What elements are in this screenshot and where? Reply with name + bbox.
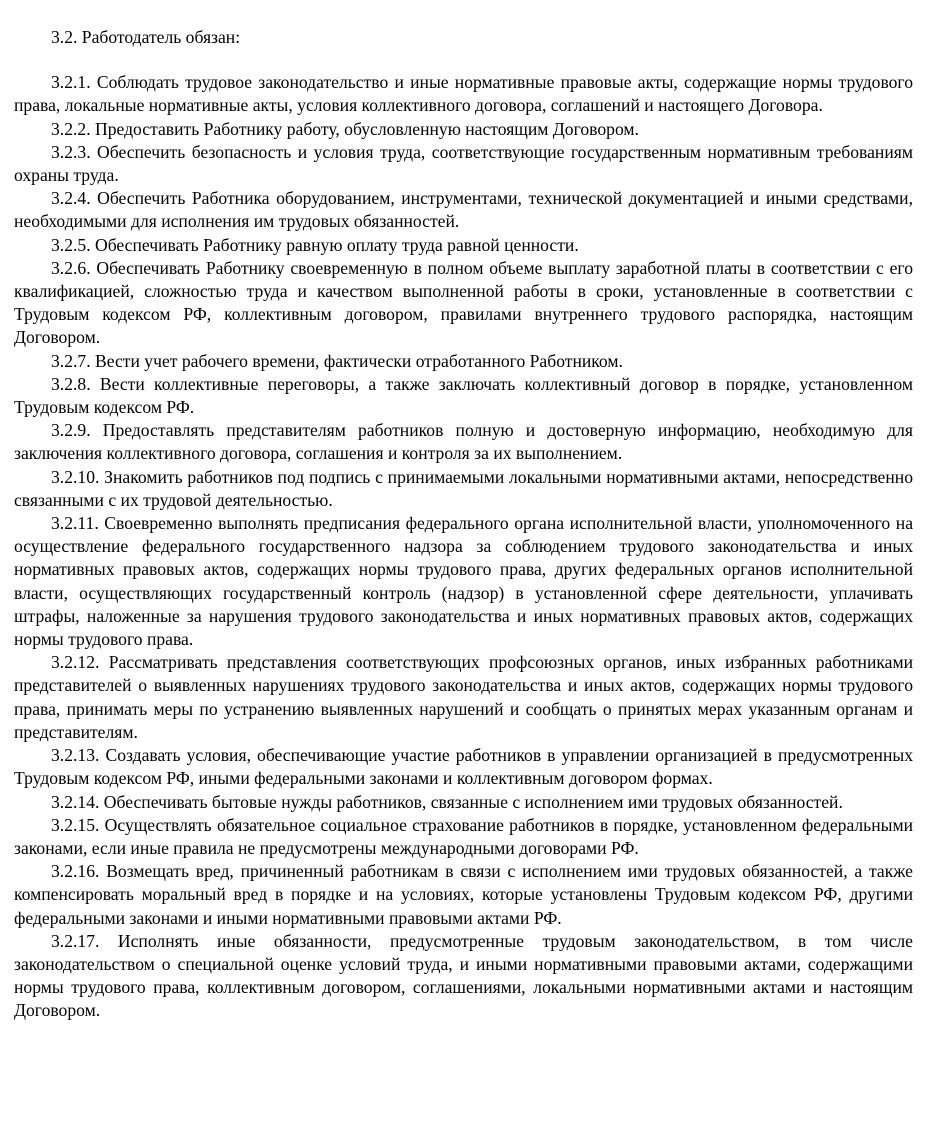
clause-text: Рассматривать представления соответствующих профсоюзных органов, иных избранных работниками представителей о выявленных нарушениях трудового законодательства и иных актов, содержащих нормы трудового права, принимать меры по устранению выявленных нарушений и сообщать о принятых мерах указанным органам и представителям.	[14, 652, 913, 742]
clause-3-2-7	[14, 350, 913, 373]
clause-3-2-9	[14, 419, 913, 465]
clause-number: 3.2.10.	[51, 466, 100, 487]
clause-text: Исполнять иные обязанности, предусмотренные трудовым законодательством, в том числе законодательством о специальной оценке условий труда, и иными нормативными правовыми актами, содержащими нормы трудового права, коллективным договором, соглашениями, локальными нормативными актами и настоящим Договором.	[14, 930, 913, 1021]
clause-number: 3.2.12.	[51, 652, 100, 673]
clause-number: 3.2.14.	[51, 791, 100, 812]
clause-3-2-2	[14, 118, 913, 141]
clause-3-2-17	[14, 930, 913, 1023]
clause-number: 3.2.16.	[51, 861, 100, 882]
clause-text: Обеспечивать Работнику равную оплату труда равной ценности.	[95, 234, 579, 255]
clause-3-2-1	[14, 71, 913, 117]
clause-3-2-8	[14, 373, 913, 419]
clause-3-2-14	[14, 791, 913, 814]
clause-text: Обеспечить безопасность и условия труда, соответствующие государственным нормативным требованиям охраны труда.	[14, 141, 913, 186]
clause-text: Осуществлять обязательное социальное страхование работников в порядке, установленном федеральными законами, если иные правила не предусмотрены международными договорами РФ.	[14, 814, 913, 858]
clause-number: 3.2.5.	[51, 234, 91, 255]
clause-number: 3.2.2.	[51, 118, 91, 139]
clause-3-2-3	[14, 141, 913, 187]
clause-text: Предоставлять представителям работников полную и достоверную информацию, необходимую для заключения коллективного договора, соглашения и контроля за их выполнением.	[14, 420, 913, 464]
section-heading: 3.2. Работодатель обязан:	[51, 27, 241, 47]
clause-number: 3.2.3.	[51, 141, 91, 162]
clause-text: Соблюдать трудовое законодательство и иные нормативные правовые акты, содержащие нормы трудового права, локальные нормативные акты, условия коллективного договора, соглашений и настоящего Договора.	[14, 72, 913, 116]
clause-3-2-5	[14, 234, 913, 257]
clause-number: 3.2.7.	[51, 350, 91, 371]
clause-text: Предоставить Работнику работу, обусловленную настоящим Договором.	[95, 118, 639, 139]
clause-3-2-6	[14, 257, 913, 350]
clause-text: Вести учет рабочего времени, фактически отработанного Работником.	[95, 350, 623, 371]
clause-3-2-16	[14, 860, 913, 930]
clause-text: Создавать условия, обеспечивающие участие работников в управлении организацией в предусмотренных Трудовым кодексом РФ, иными федеральными законами и коллективным договором формах.	[14, 745, 913, 789]
clause-number: 3.2.17.	[51, 930, 100, 951]
clause-number: 3.2.9.	[51, 420, 91, 441]
clause-number: 3.2.15.	[51, 814, 100, 835]
clause-number: 3.2.4.	[51, 188, 91, 209]
clause-number: 3.2.6.	[51, 257, 91, 278]
clause-3-2-13	[14, 744, 913, 790]
clause-number: 3.2.1.	[51, 72, 91, 93]
clause-3-2-11	[14, 512, 913, 651]
clause-text: Обеспечить Работника оборудованием, инструментами, технической документацией и иными средствами, необходимыми для исполнения им трудовых обязанностей.	[14, 188, 913, 232]
clause-text: Обеспечивать бытовые нужды работников, связанные с исполнением ими трудовых обязанностей.	[103, 791, 843, 812]
clause-text: Возмещать вред, причиненный работникам в связи с исполнением ими трудовых обязанностей, а также компенсировать моральный вред в порядке и на условиях, которые установлены Трудовым кодексом РФ, другими федеральными законами и иными нормативными правовыми актами РФ.	[14, 861, 913, 928]
clause-text: Своевременно выполнять предписания федерального органа исполнительной власти, уполномоченного на осуществление федерального государственного надзора за соблюдением трудового законодательства и иных нормативных правовых актов, содержащих нормы трудового права, других федеральных органов исполнительной власти, осуществляющих государственный контроль (надзор) в установленной сфере деятельности, уплачивать штрафы, наложенные за нарушения трудового законодательства и иных нормативных правовых актов, содержащих нормы трудового права.	[14, 513, 913, 650]
clause-number: 3.2.8.	[51, 373, 91, 394]
clause-3-2-12	[14, 651, 913, 744]
clause-3-2-10	[14, 466, 913, 512]
document-page	[14, 26, 913, 1023]
clause-3-2-4	[14, 187, 913, 233]
clause-text: Вести коллективные переговоры, а также заключать коллективный договор в порядке, установленном Трудовым кодексом РФ.	[14, 373, 913, 418]
clause-text: Знакомить работников под подпись с принимаемыми локальными нормативными актами, непосредственно связанными с их трудовой деятельностью.	[14, 466, 913, 510]
clause-3-2-15	[14, 814, 913, 860]
clause-text: Обеспечивать Работнику своевременную в полном объеме выплату заработной платы в соответствии с его квалификацией, сложностью труда и качеством выполненной работы в сроки, установленные в соответствии с Трудовым кодексом РФ, коллективным договором, правилами внутреннего трудового распорядка, настоящим Договором.	[14, 257, 913, 348]
clause-number: 3.2.11.	[51, 513, 99, 534]
clause-number: 3.2.13.	[51, 745, 100, 766]
